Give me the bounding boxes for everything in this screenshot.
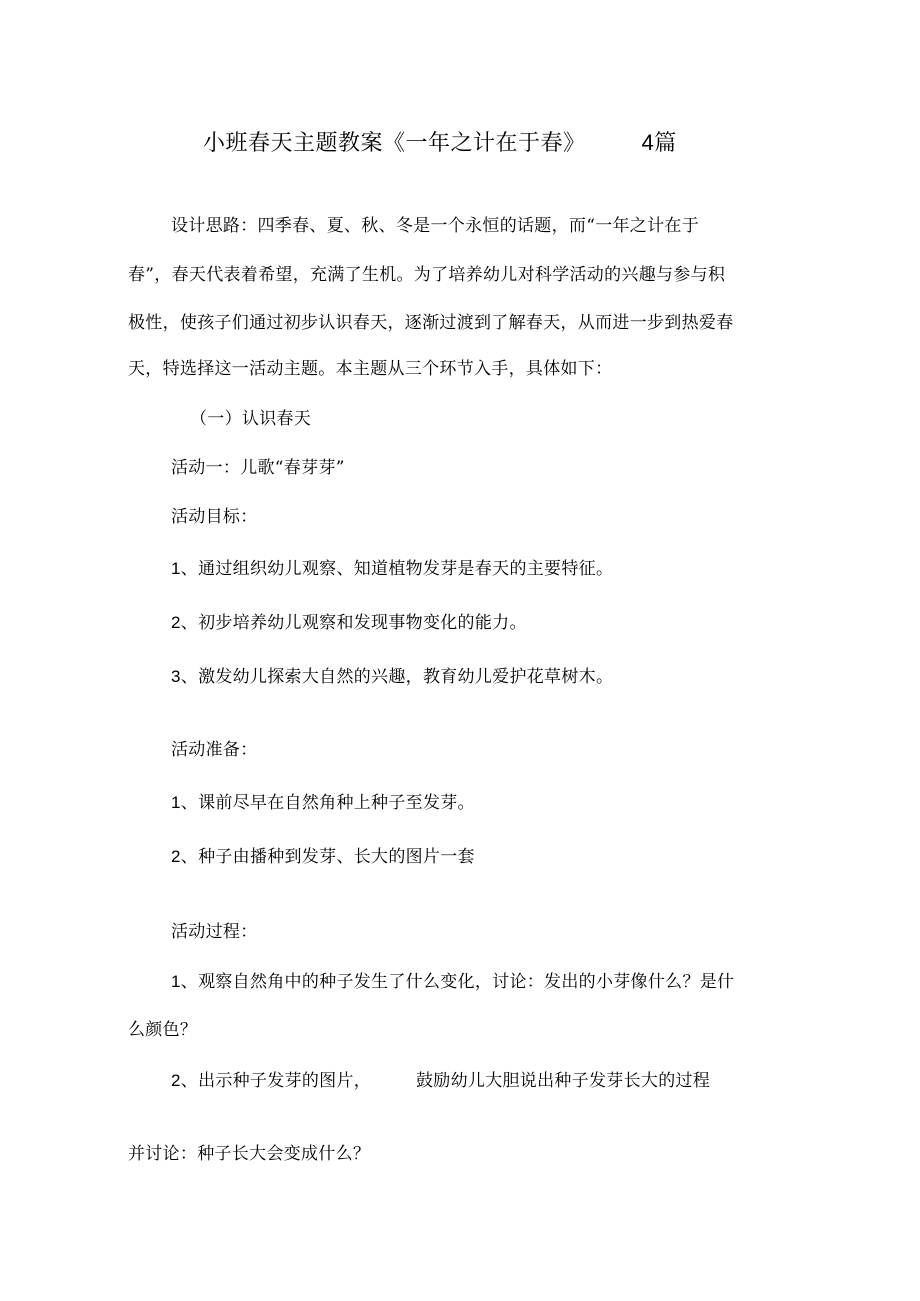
goal-item-2 xyxy=(171,611,527,635)
goal-text: 初步培养幼儿观察和发现事物变化的能力。 xyxy=(198,613,527,633)
goal-number: 2、 xyxy=(171,613,199,632)
intro-line-2: 春”，春天代表着希望，充满了生机。为了培养幼儿对科学活动的兴趣与参与积 xyxy=(128,265,726,285)
prep-text: 种子由播种到发芽、长大的图片一套 xyxy=(198,847,475,867)
document-title xyxy=(203,128,677,159)
intro-line-3: 极性，使孩子们通过初步认识春天，逐渐过渡到了解春天，从而进一步到热爱春 xyxy=(128,313,734,333)
prep-item-2 xyxy=(171,845,475,869)
prep-text: 课前尽早在自然角种上种子至发芽。 xyxy=(198,793,475,813)
process-item-2-continued: 并讨论：种子长大会变成什么？ xyxy=(128,1144,371,1164)
process-number: 2、 xyxy=(171,1071,199,1090)
prep-label: 活动准备： xyxy=(171,740,258,760)
section-heading: （一）认识春天 xyxy=(190,409,312,429)
process-item-2 xyxy=(171,1069,371,1093)
goals-label: 活动目标： xyxy=(171,507,258,527)
intro-line-4: 天，特选择这一活动主题。本主题从三个环节入手，具体如下： xyxy=(128,359,613,379)
goal-text: 通过组织幼儿观察、知道植物发芽是春天的主要特征。 xyxy=(198,559,614,579)
goal-item-3 xyxy=(171,665,613,689)
process-item-1-continued: 么颜色？ xyxy=(128,1020,198,1040)
process-text: 观察自然角中的种子发生了什么变化，讨论：发出的小芽像什么？是什 xyxy=(198,972,735,992)
title-text: 小班春天主题教案《一年之计在于春》 xyxy=(203,131,586,156)
prep-item-1 xyxy=(171,791,475,815)
process-number: 1、 xyxy=(171,972,199,991)
activity-title: 活动一：儿歌“春芽芽” xyxy=(171,458,345,478)
prep-number: 1、 xyxy=(171,793,199,812)
process-item-1 xyxy=(171,970,734,994)
process-item-2-text2: 鼓励幼儿大胆说出种子发芽长大的过程 xyxy=(416,1071,711,1091)
goal-text: 激发幼儿探索大自然的兴趣，教育幼儿爱护花草树木。 xyxy=(198,667,614,687)
title-count: 4篇 xyxy=(641,130,677,155)
goal-number: 3、 xyxy=(171,667,199,686)
goal-item-1 xyxy=(171,557,613,581)
goal-number: 1、 xyxy=(171,559,199,578)
prep-number: 2、 xyxy=(171,847,199,866)
intro-line-1: 设计思路：四季春、夏、秋、冬是一个永恒的话题，而“一年之计在于 xyxy=(171,216,699,236)
process-label: 活动过程： xyxy=(171,922,258,942)
process-text: 出示种子发芽的图片， xyxy=(198,1071,372,1091)
